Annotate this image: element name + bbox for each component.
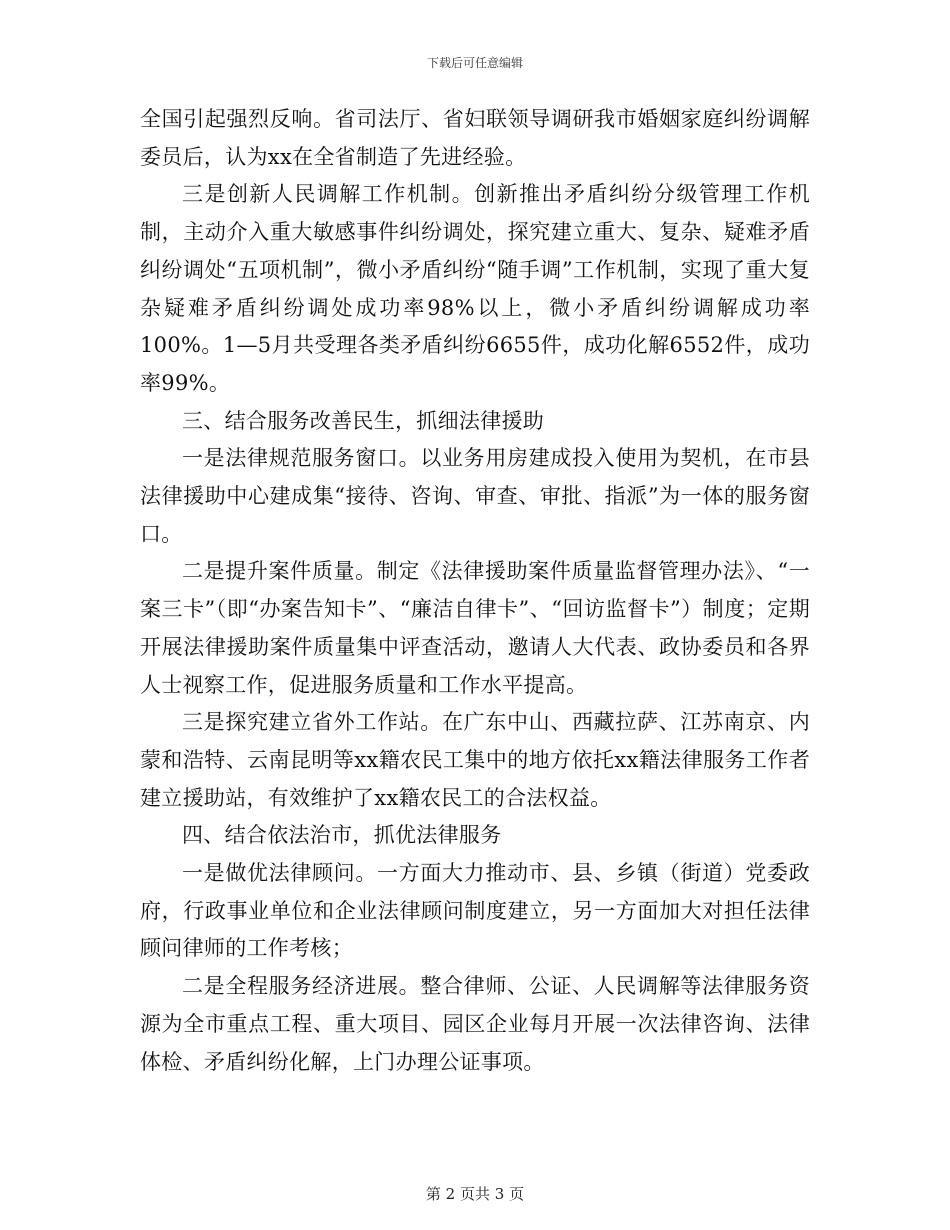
section-heading: 四、结合依法治市，抓优法律服务 [182,823,502,848]
page-footer: 第 2 页共 3 页 [425,1185,525,1203]
paragraph: 三是探究建立省外工作站。在广东中山、西藏拉萨、江苏南京、内蒙和浩特、云南昆明等xx籍农民工集中的地方依托xx籍法律服务工作者建立援助站，有效维护了xx籍农民工的合法权益。 [140,710,810,810]
document-body [140,101,810,1081]
paragraph: 二是全程服务经济进展。整合律师、公证、人民调解等法律服务资源为全市重点工程、重大项目、园区企业每月开展一次法律咨询、法律体检、矛盾纠纷化解，上门办理公证事项。 [140,974,810,1074]
section-heading: 三、结合服务改善民生，抓细法律援助 [182,408,545,433]
paragraph-continued: 全国引起强烈反响。省司法厅、省妇联领导调研我市婚姻家庭纠纷调解委员后，认为xx在全省制造了先进经验。 [140,107,810,169]
paragraph: 一是做优法律顾问。一方面大力推动市、县、乡镇（街道）党委政府，行政事业单位和企业法律顾问制度建立，另一方面加大对担任法律顾问律师的工作考核； [140,861,810,961]
paragraph: 一是法律规范服务窗口。以业务用房建成投入使用为契机，在市县法律援助中心建成集“接待、咨询、审查、审批、指派”为一体的服务窗口。 [140,446,810,546]
paragraph: 三是创新人民调解工作机制。创新推出矛盾纠纷分级管理工作机制，主动介入重大敏感事件纠纷调处，探究建立重大、复杂、疑难矛盾纠纷调处“五项机制”，微小矛盾纠纷“随手调”工作机制，实现了重大复杂疑难矛盾纠纷调处成功率98%以上，微小矛盾纠纷调解成功率100%。1—5月共受理各类矛盾纠纷6655件，成功化解6552件，成功率99%。 [140,182,810,395]
page-header: 下载后可任意编辑 [426,56,523,70]
paragraph: 二是提升案件质量。制定《法律援助案件质量监督管理办法》、“一案三卡”（即“办案告知卡”、“廉洁自律卡”、“回访监督卡”）制度；定期开展法律援助案件质量集中评查活动，邀请人大代表、政协委员和各界人士视察工作，促进服务质量和工作水平提高。 [140,559,810,697]
